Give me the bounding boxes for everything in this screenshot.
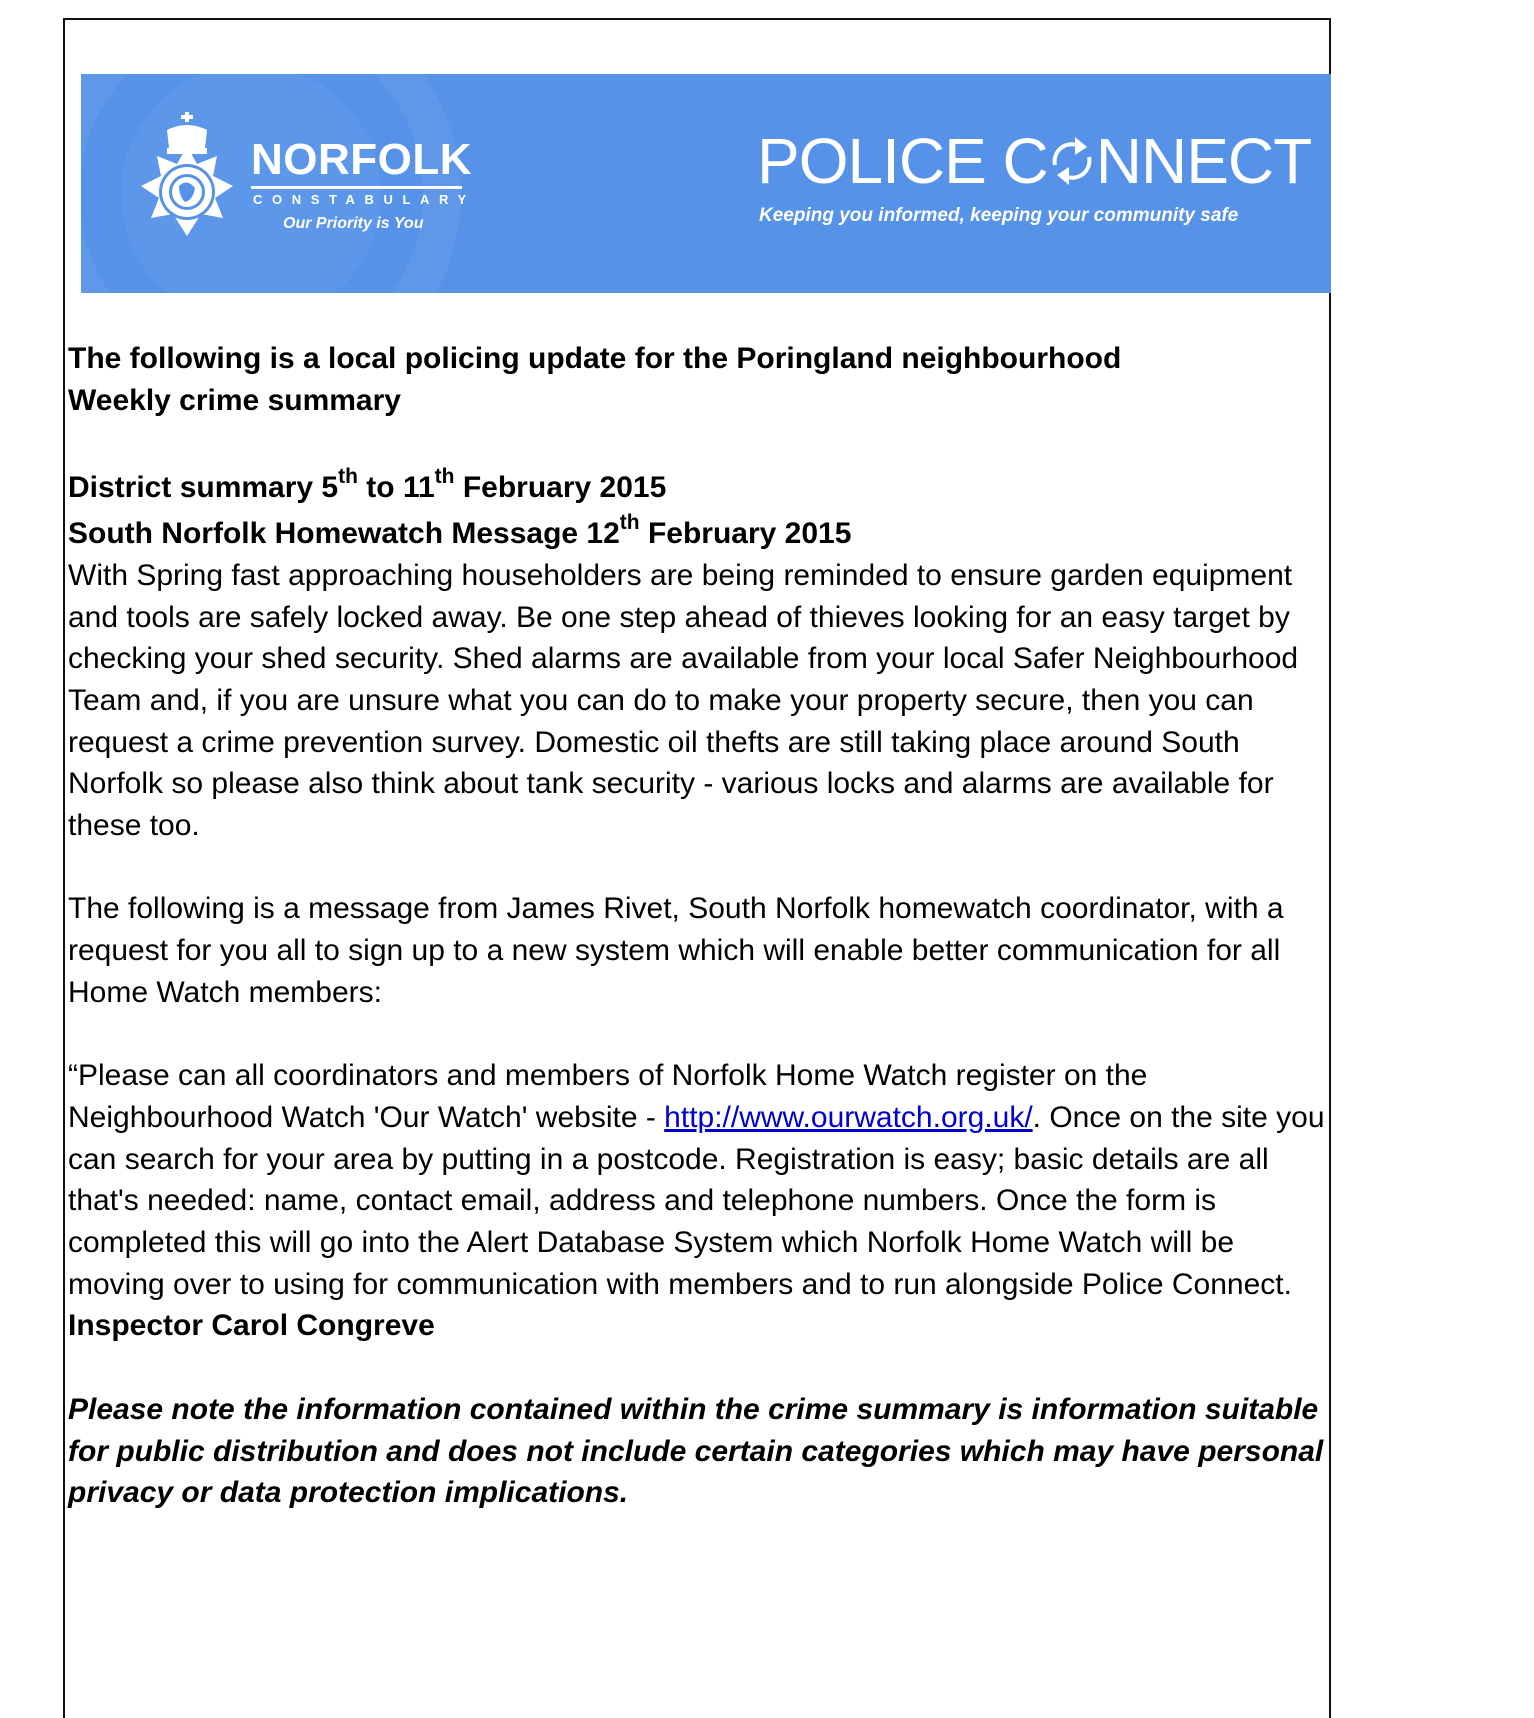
- title-before: POLICE C: [757, 125, 1048, 197]
- constabulary-text: CONSTABULARY: [253, 192, 476, 207]
- title-after: NNECT: [1095, 125, 1312, 197]
- homewatch-heading: South Norfolk Homewatch Message 12th February 2015: [68, 511, 852, 551]
- email-body: [68, 338, 1330, 1514]
- spring-security-paragraph: With Spring fast approaching householders are being reminded to ensure garden equipment and tools are safely locked away. Be one step ahead of thieves looking for an easy target by checking your shed security. Shed alarms are available from your local Safer Neighbourhood Team and, if you are unsure what you can do to make your property secure, then you can request a crime prevention survey. Domestic oil thefts are still taking place around South Norfolk so please also think about tank security - various locks and alarms are available for these too.: [68, 558, 1299, 843]
- refresh-arrows-icon: [1049, 135, 1095, 187]
- disclaimer: Please note the information contained within the crime summary is information suitable for public distribution and does not include certain categories which may have personal privacy or data protection implications.: [68, 1392, 1324, 1510]
- weekly-summary-heading: Weekly crime summary: [68, 383, 401, 417]
- police-connect-tagline: Keeping you informed, keeping your community safe: [759, 205, 1239, 226]
- ourwatch-link[interactable]: http://www.ourwatch.org.uk/: [664, 1100, 1033, 1134]
- message-intro-paragraph: The following is a message from James Rivet, South Norfolk homewatch coordinator, with a request for you all to sign up to a new system which will enable better communication for all Home Watch members:: [68, 892, 1284, 1009]
- police-star-badge-icon: [131, 112, 243, 252]
- ourwatch-quote-paragraph: “Please can all coordinators and members of Norfolk Home Watch register on the Neighbourhood Watch 'Our Watch' website - http://www.ourwatch.org.uk/. Once on the site you can search for your area by putting in a postcode. Registration is easy; basic details are all that's needed: name, contact email, address and telephone numbers. Once the form is completed this will go into the Alert Database System which Norfolk Home Watch will be moving over to using for communication with members and to run alongside Police Connect.: [68, 1059, 1325, 1301]
- signature: Inspector Carol Congreve: [68, 1309, 435, 1343]
- police-connect-title: [757, 126, 1311, 196]
- motto-text: Our Priority is You: [283, 215, 424, 232]
- intro-heading: The following is a local policing update for the Poringland neighbourhood: [68, 342, 1122, 375]
- norfolk-logo-text: NORFOLK: [251, 135, 473, 184]
- logo-divider: [251, 186, 462, 189]
- police-connect-banner: [81, 74, 1331, 293]
- email-frame: [63, 18, 1331, 1718]
- district-summary-heading: District summary 5th to 11th February 2015: [68, 465, 667, 505]
